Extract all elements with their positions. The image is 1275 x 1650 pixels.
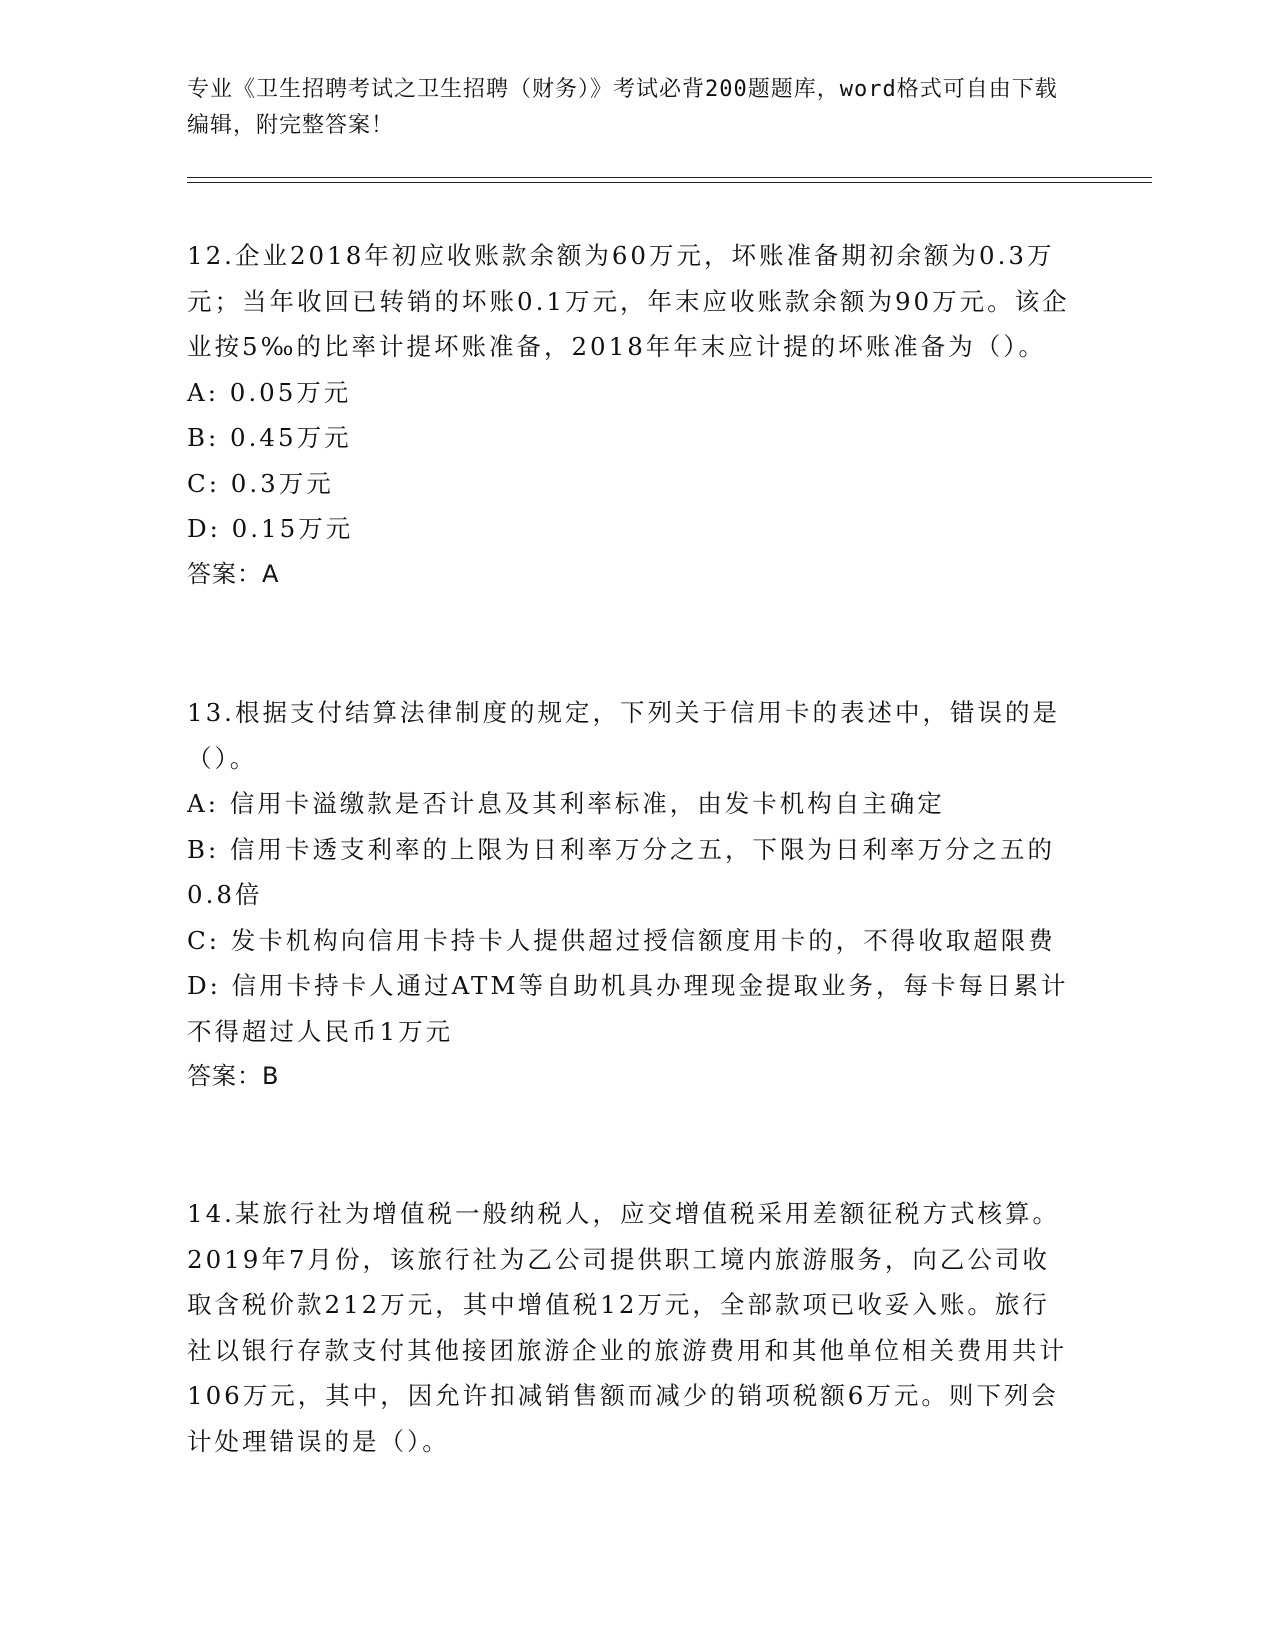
option-a: A: 信用卡溢缴款是否计息及其利率标准，由发卡机构自主确定 <box>187 789 945 818</box>
option-b: B: 信用卡透支利率的上限为日利率万分之五，下限为日利率万分之五的0.8倍 <box>187 834 1056 909</box>
question-12 <box>187 233 1077 597</box>
header-divider-top <box>187 177 1152 178</box>
question-stem: 13.根据支付结算法律制度的规定，下列关于信用卡的表述中，错误的是（）。 <box>187 698 1060 773</box>
option-c: C: 0.3万元 <box>187 468 334 498</box>
option-c: C: 发卡机构向信用卡持卡人提供超过授信额度用卡的，不得收取超限费 <box>187 925 1056 955</box>
document-header: 专业《卫生招聘考试之卫生招聘（财务）》考试必背200题题库，word格式可自由下载编辑，附完整答案！ <box>187 77 1058 138</box>
option-b: B: 0.45万元 <box>187 423 352 452</box>
option-d: D: 信用卡持卡人通过ATM等自助机具办理现金提取业务，每卡每日累计不得超过人民币1万元 <box>187 971 1069 1046</box>
question-14 <box>187 1191 1077 1464</box>
question-stem: 14.某旅行社为增值税一般纳税人，应交增值税采用差额征税方式核算。2019年7月份，该旅行社为乙公司提供职工境内旅游服务，向乙公司收取含税价款212万元，其中增值税12万元，全部款项已收妥入账。旅行社以银行存款支付其他接团旅游企业的旅游费用和其他单位相关费用共计106万元，其中，因允许扣减销售额而减少的销项税额6万元。则下列会计处理错误的是（）。 <box>187 1199 1067 1456</box>
answer: 答案：B <box>187 1062 280 1090</box>
option-a: A: 0.05万元 <box>187 377 352 407</box>
question-13 <box>187 690 1077 1100</box>
answer: 答案：A <box>187 559 280 588</box>
question-stem: 12.企业2018年初应收账款余额为60万元，坏账准备期初余额为0.3万元；当年收回已转销的坏账0.1万元，年末应收账款余额为90万元。该企业按5‰的比率计提坏账准备，2018年年末应计提的坏账准备为（）。 <box>187 241 1070 361</box>
header-divider-bottom <box>187 182 1152 183</box>
option-d: D: 0.15万元 <box>187 514 354 543</box>
